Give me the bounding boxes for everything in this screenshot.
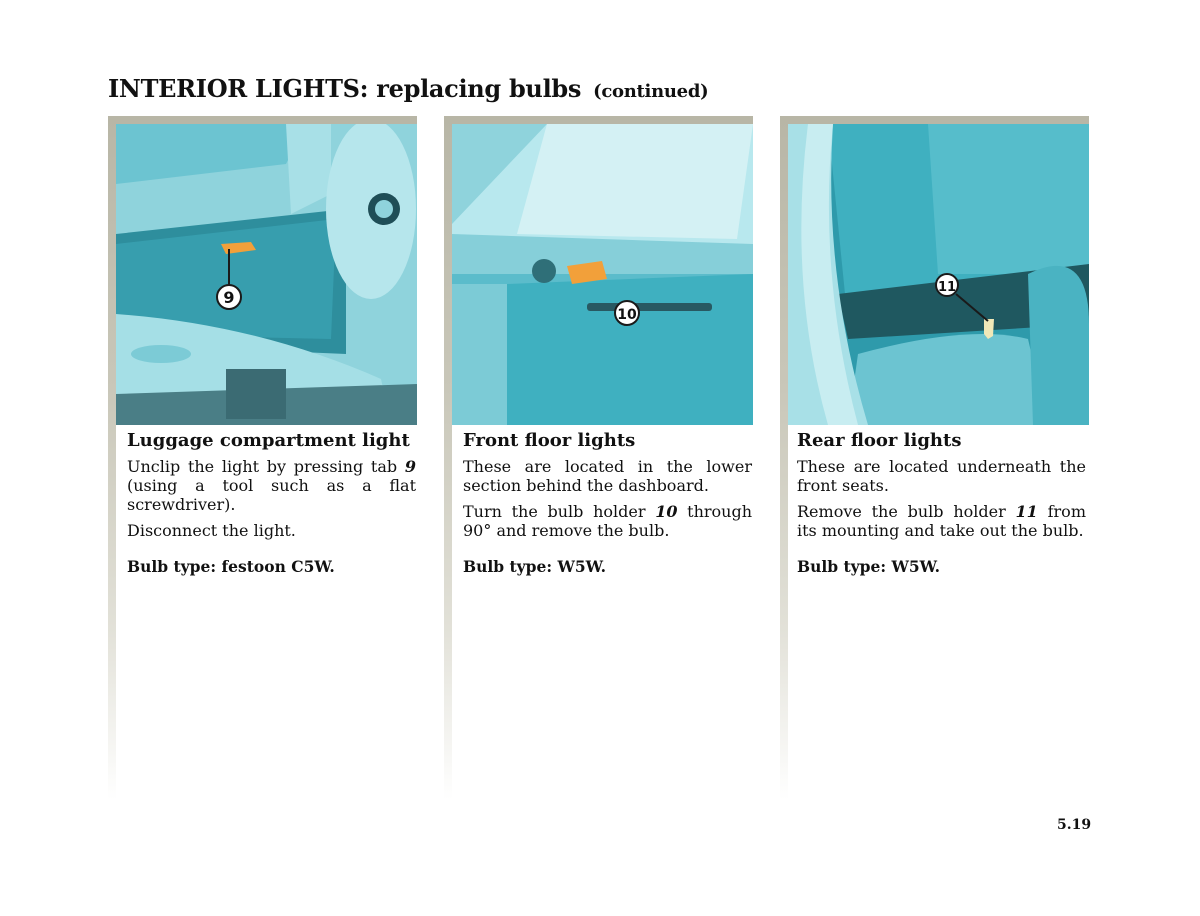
paragraph [463, 457, 752, 495]
ref-number: 11 [1015, 502, 1038, 521]
bulb-type: Bulb type: W5W. [797, 557, 941, 576]
paragraph [463, 502, 752, 540]
title-continued: (continued) [593, 81, 709, 102]
column-front-floor [444, 116, 753, 800]
text-run: Turn the bulb holder [463, 502, 656, 521]
paragraph [797, 502, 1086, 540]
rear-floor-photo [788, 124, 1089, 425]
section-body [463, 457, 752, 547]
luggage-light-photo [116, 124, 417, 425]
paragraph [127, 521, 416, 540]
page-title [108, 74, 708, 103]
text-run: (using a tool such as a flat screwdriver). [127, 476, 416, 514]
bulb-type: Bulb type: festoon C5W. [127, 557, 335, 576]
text-run: These are located in the lower section behind the dashboard. [463, 457, 752, 495]
column-bar [780, 116, 788, 800]
section-heading: Luggage compartment light [127, 430, 410, 451]
text-run: Disconnect the light. [127, 521, 296, 540]
text-run: Remove the bulb holder [797, 502, 1016, 521]
front-floor-photo [452, 124, 753, 425]
column-rear-floor [780, 116, 1089, 800]
title-text: INTERIOR LIGHTS: replacing bulbs [108, 74, 582, 103]
text-run: These are located underneath the front seats. [797, 457, 1086, 495]
column-luggage-light [108, 116, 417, 800]
text-run: through 90° and remove the bulb. [463, 502, 753, 540]
page-number: 5.19 [1057, 817, 1092, 833]
text-run: Unclip the light by pressing tab [127, 457, 405, 476]
column-bar [108, 116, 116, 800]
section-body [127, 457, 416, 547]
paragraph [797, 457, 1086, 495]
ref-number: 10 [655, 502, 678, 521]
callout-9: 9 [223, 288, 235, 307]
column-top-bar [780, 116, 1089, 124]
column-top-bar [444, 116, 753, 124]
bulb-type: Bulb type: W5W. [463, 557, 607, 576]
paragraph [127, 457, 416, 514]
column-top-bar [108, 116, 417, 124]
section-heading: Rear floor lights [797, 430, 962, 451]
section-heading: Front floor lights [463, 430, 636, 451]
callout-10: 10 [617, 307, 637, 323]
text-run: from its mounting and take out the bulb. [797, 502, 1086, 540]
column-bar [444, 116, 452, 800]
ref-number: 9 [404, 457, 416, 476]
callout-11: 11 [937, 280, 957, 295]
section-body [797, 457, 1086, 547]
